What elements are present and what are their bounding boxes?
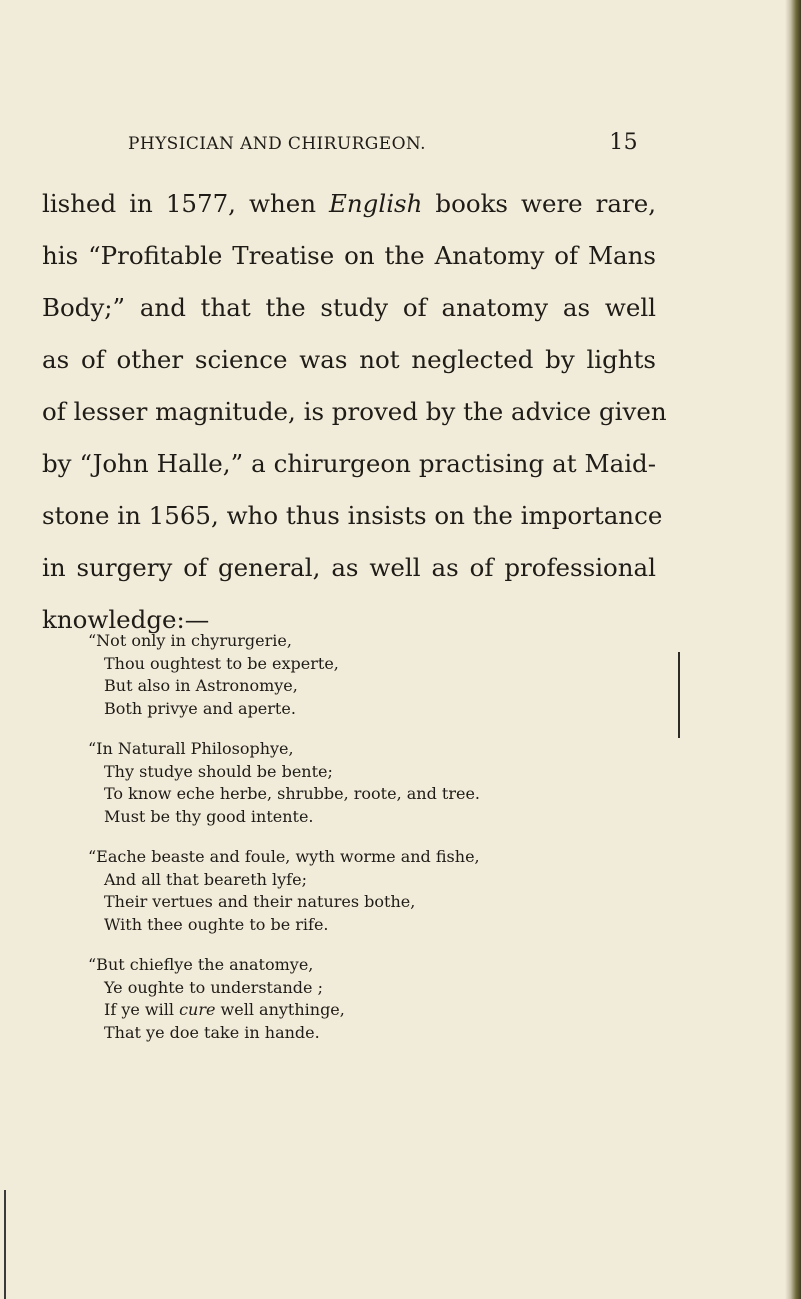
verse-line: “But chieflye the anatomye, — [88, 955, 314, 974]
running-head — [128, 130, 638, 162]
page-number: 15 — [609, 130, 638, 155]
verse-line: Both privye and aperte. — [104, 698, 296, 718]
verse-line: “In Naturall Philosophye, — [88, 739, 294, 758]
body-line: knowledge:— — [42, 605, 210, 634]
body-line: stone in 1565, who thus insists on the importance — [42, 501, 663, 530]
stanza — [88, 630, 668, 720]
body-line: lished in 1577, when English books were rare, — [42, 189, 657, 218]
body-line: his “Profitable Treatise on the Anatomy of Mans — [42, 241, 656, 270]
margin-bracket — [678, 652, 680, 738]
body-line: Body;” and that the study of anatomy as well — [42, 293, 656, 322]
verse-line: “Eache beaste and foule, wyth worme and fishe, — [88, 847, 480, 866]
italic-word: English — [329, 189, 423, 218]
verse-line: With thee oughte to be rife. — [104, 914, 329, 934]
verse-line: But also in Astronomye, — [104, 676, 298, 695]
stanza — [88, 954, 668, 1044]
stanza — [88, 846, 668, 936]
verse-line: And all that beareth lyfe; — [104, 869, 307, 889]
verse-line: Must be thy good intente. — [104, 806, 314, 826]
gutter-mark — [4, 1190, 6, 1299]
verse-quotation — [88, 630, 668, 1062]
verse-line: If ye will cure well anythinge, — [104, 1000, 345, 1019]
page-edge-shadow — [785, 0, 801, 1299]
verse-line: Their vertues and their natures bothe, — [104, 892, 416, 911]
stanza — [88, 738, 668, 828]
verse-line: Thy studye should be bente; — [104, 761, 333, 781]
body-line: by “John Halle,” a chirurgeon practising at Maid- — [42, 449, 656, 478]
verse-line: Ye oughte to understande ; — [104, 977, 323, 997]
italic-word: cure — [179, 1000, 216, 1019]
verse-line: That ye doe take in hande. — [104, 1022, 320, 1042]
verse-line: Thou oughtest to be experte, — [104, 653, 339, 673]
body-line: of lesser magnitude, is proved by the advice given — [42, 397, 667, 426]
body-line: in surgery of general, as well as of professional — [42, 553, 656, 582]
verse-line: “Not only in chyrurgerie, — [88, 631, 292, 650]
verse-line: To know eche herbe, shrubbe, roote, and tree. — [104, 784, 481, 803]
body-line: as of other science was not neglected by lights — [42, 345, 656, 374]
running-title: PHYSICIAN AND CHIRURGEON. — [128, 134, 426, 154]
body-paragraph — [42, 178, 667, 646]
